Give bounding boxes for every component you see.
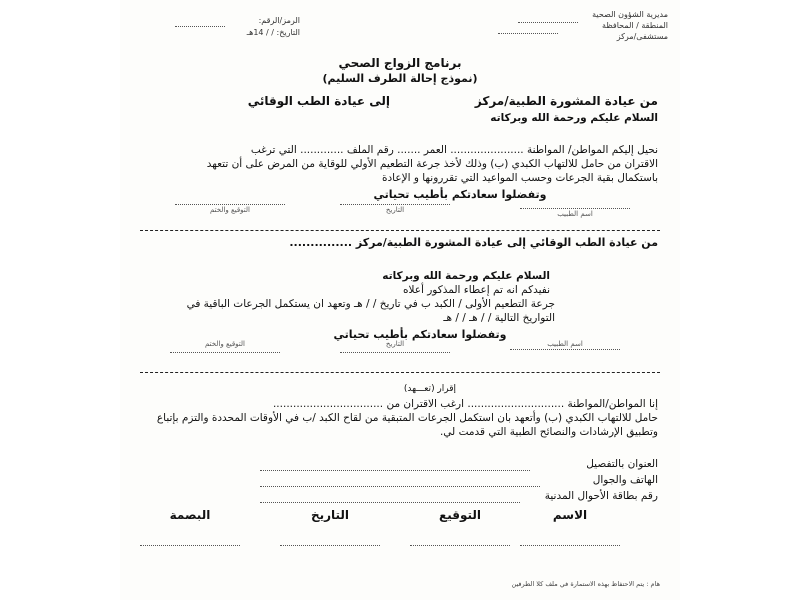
section3-signature-label: التوقيع [439,508,481,522]
section1-to: إلى عيادة الطب الوقائي [247,94,390,108]
form-title: برنامج الزواج الصحي [338,56,462,70]
section3-date-label: التاريخ [310,508,350,522]
section1-line2: الاقتران من حامل للالتهاب الكبدي (ب) وذلك لأخذ جرعة التطعيم الأولي للوقاية من المرض على أن تتعهد [206,158,658,170]
section1-greeting: السلام عليكم ورحمة الله وبركاته [490,112,658,124]
section1-sig-date: التاريخ [385,206,405,214]
separator-2 [140,372,660,373]
footer-note: هام : يتم الاحتفاظ بهذه الاستمارة في ملف كلا الطرفين [511,580,660,588]
section2-sig-doctor: اسم الطبيب [547,340,583,348]
header-hospital: مستشفى/مركز [616,32,668,41]
section3-address-label: العنوان بالتفصيل [586,458,658,470]
form-subtitle: (نموذج إحالة الطرف السليم) [322,72,478,85]
section2-closing: وتفضلوا سعادتكم بأطيب تحياتي [333,328,507,341]
section3-line1: إنا المواطن/المواطنة ............................. ارغب الاقتران من ................................. [272,398,658,410]
section2-sig-stamp: التوقيع والختم [205,340,245,348]
section3-line3: وتطبيق الإرشادات والنصائح الطبية التي قدمت لي. [439,426,658,438]
section2-line3: التواريخ التالية / / هـ / / هـ [443,312,555,324]
section1-sig-stamp: التوقيع والختم [210,206,250,214]
section2-sig-date: التاريخ [385,340,405,348]
address-field [260,470,530,471]
header-region: المنطقة / المحافظة [602,21,668,30]
section2-greeting: السلام عليكم ورحمة الله وبركاته [382,270,550,282]
section2-from-to: من عيادة الطب الوقائي إلى عيادة المشورة الطبية/مركز ............... [289,236,658,249]
section3-id-label: رقم بطاقة الأحوال المدنية [544,490,658,502]
section1-from: من عيادة المشورة الطبية/مركز [474,94,658,108]
section3-heading: إقرار (تعـــهد) [403,384,457,394]
section1-line3: باستكمال بقية الجرعات وحسب المواعيد التي تقررونها و الإعادة [381,172,658,184]
document-page [120,0,680,600]
phone-field [260,486,540,487]
section1-closing: وتفضلوا سعادتكم بأطيب تحياتي [373,188,547,201]
header-code: الرمز/الرقم: [258,16,300,25]
separator-1 [140,230,660,231]
section3-fingerprint-label: البصمة [169,508,211,522]
section3-name-label: الاسم [552,508,588,522]
section2-line2: جرعة التطعيم الأولى / الكبد ب في تاريخ / / هـ وتعهد ان يستكمل الجرعات الباقية في [186,298,555,310]
section1-line1: نحيل إليكم المواطن/ المواطنة ...................... العمر ....... رقم الملف ............. التي ترغب [250,144,658,156]
id-field [260,502,520,503]
section3-line2: حامل للالتهاب الكبدي (ب) وأتعهد بان استكمل الجرعات المتبقية من لقاح الكبد /ب في الأوقات المحددة والتزم بإتباع [156,412,658,424]
header-directorate: مديرية الشؤون الصحية [592,10,668,19]
section2-line1: نفيدكم انه تم إعطاء المذكور أعلاه [402,284,550,296]
header-date: التاريخ: / / 14هـ [246,28,300,37]
section3-phone-label: الهاتف والجوال [592,474,658,486]
section1-sig-doctor: اسم الطبيب [557,210,593,218]
